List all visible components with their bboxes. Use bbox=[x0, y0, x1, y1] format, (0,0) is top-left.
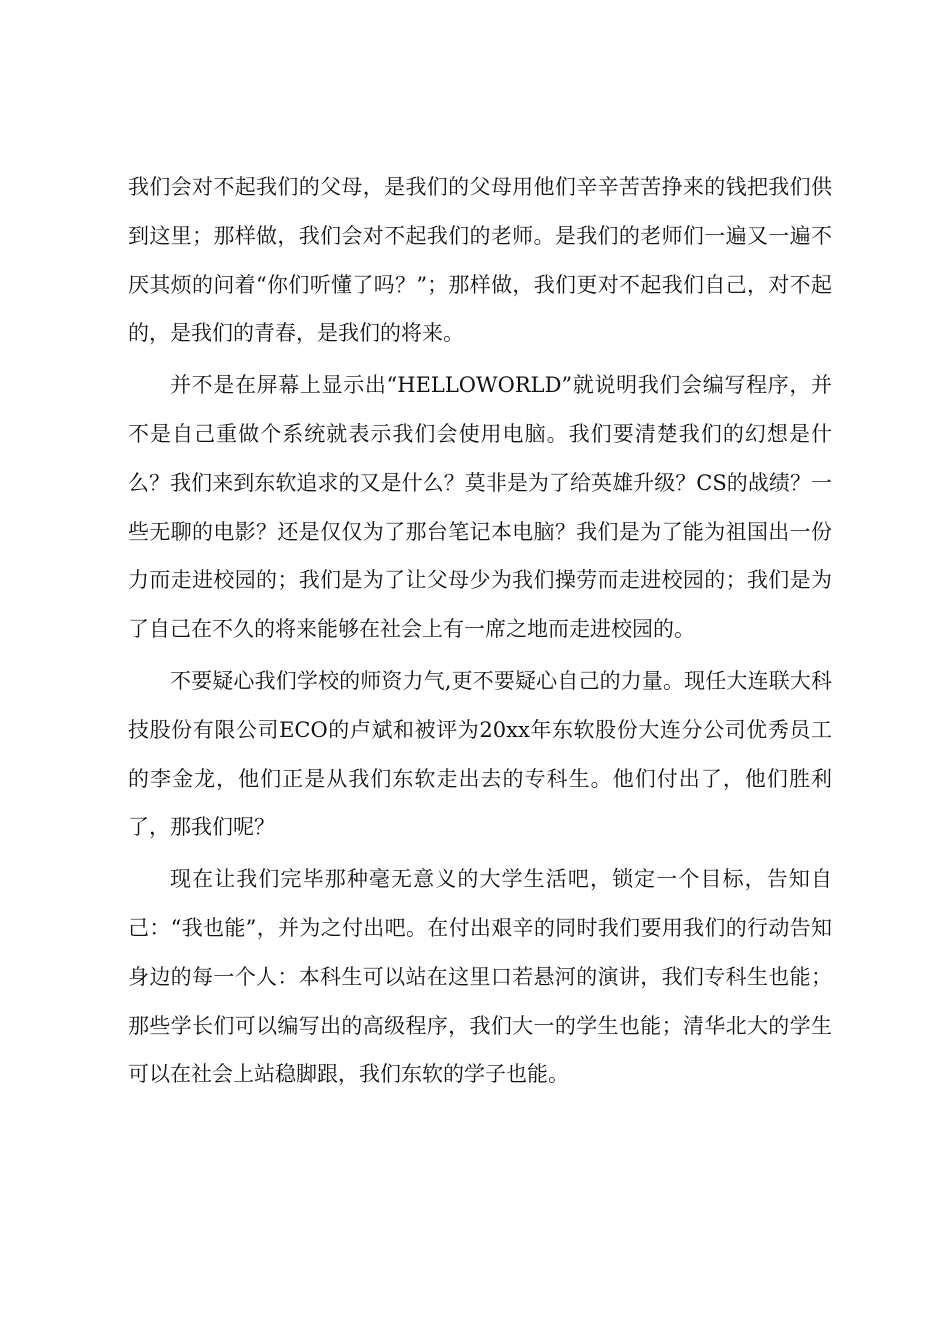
document-page bbox=[128, 163, 832, 1102]
paragraph-3: 不要疑心我们学校的师资力气,更不要疑心自己的力量。现任大连联大科技股份有限公司ECO的卢斌和被评为20xx年东软股份大连分公司优秀员工的李金龙，他们正是从我们东软走出去的专科生。他们付出了，他们胜利了，那我们呢？ bbox=[128, 668, 832, 840]
paragraph-4: 现在让我们完毕那种毫无意义的大学生活吧，锁定一个目标，告知自己：“我也能”，并为之付出吧。在付出艰辛的同时我们要用我们的行动告知身边的每一个人：本科生可以站在这里口若悬河的演讲，我们专科生也能；那些学长们可以编写出的高级程序，我们大一的学生也能；清华北大的学生可以在社会上站稳脚跟，我们东软的学子也能。 bbox=[128, 867, 832, 1087]
paragraph-2: 并不是在屏幕上显示出“HELLOWORLD”就说明我们会编写程序，并不是自己重做个系统就表示我们会使用电脑。我们要清楚我们的幻想是什么？我们来到东软追求的又是什么？莫非是为了给英雄升级？CS的战绩？一些无聊的电影？还是仅仅为了那台笔记本电脑？我们是为了能为祖国出一份力而走进校园的；我们是为了让父母少为我们操劳而走进校园的；我们是为了自己在不久的将来能够在社会上有一席之地而走进校园的。 bbox=[128, 373, 832, 642]
paragraph-1: 我们会对不起我们的父母，是我们的父母用他们辛辛苦苦挣来的钱把我们供到这里；那样做，我们会对不起我们的老师。是我们的老师们一遍又一遍不厌其烦的问着“你们听懂了吗？”；那样做，我们更对不起我们自己，对不起的，是我们的青春，是我们的将来。 bbox=[128, 175, 832, 346]
